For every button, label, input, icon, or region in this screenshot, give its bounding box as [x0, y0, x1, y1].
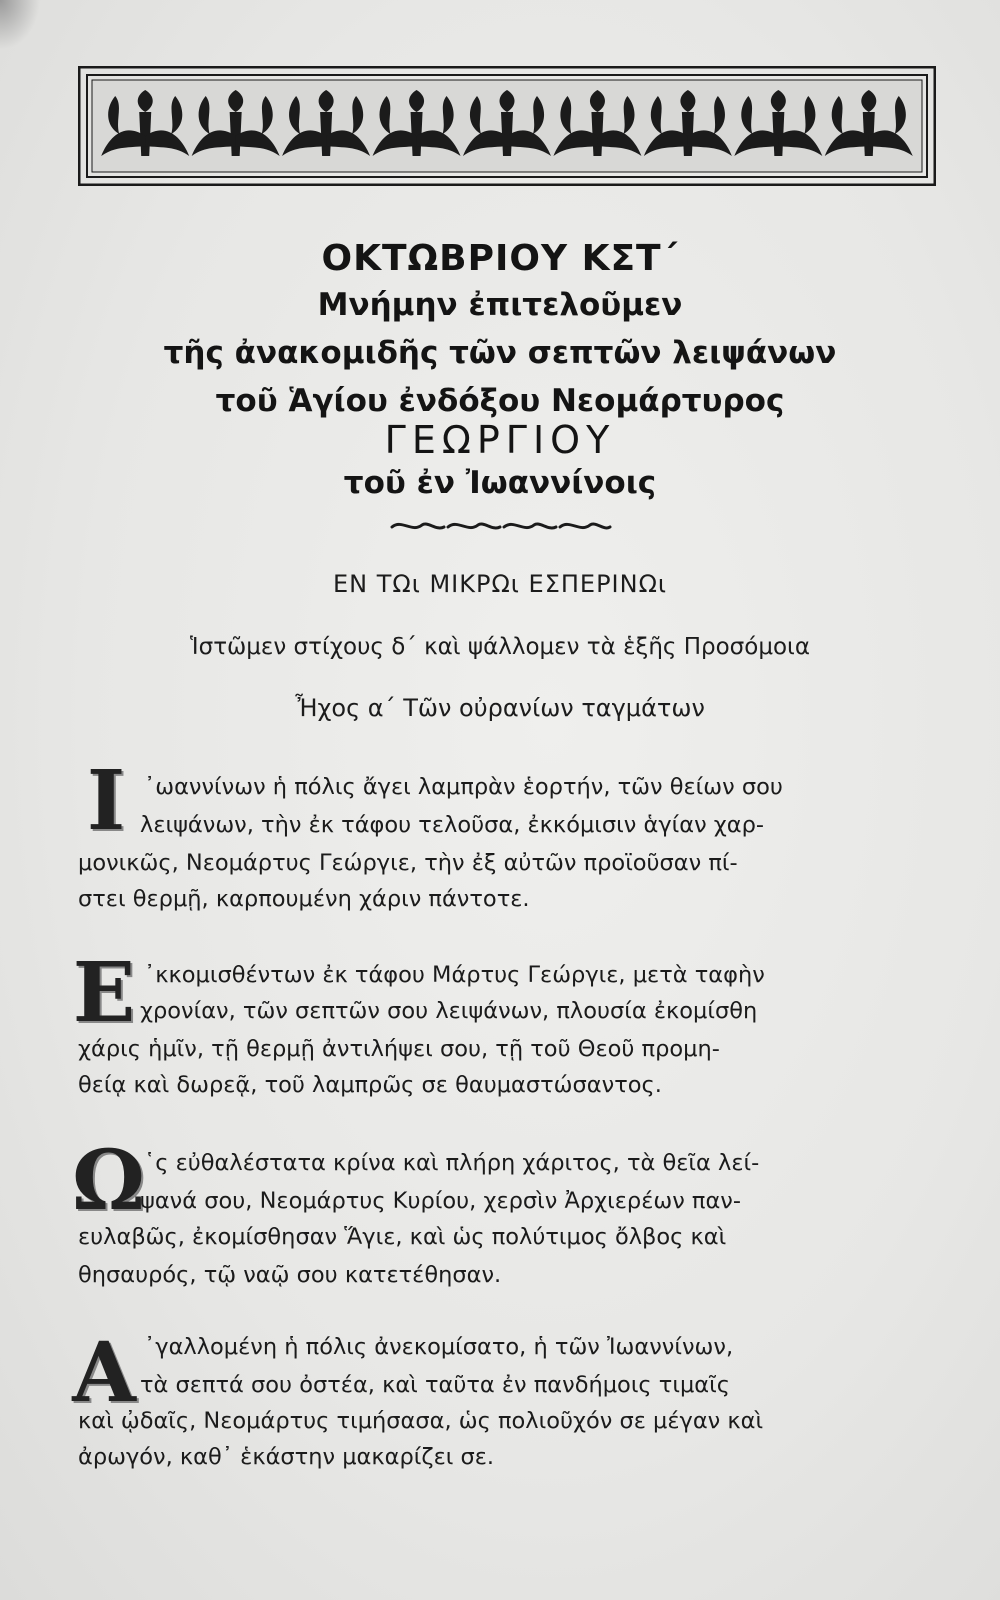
stanza-line: ψανά σου, Νεομάρτυς Κυρίου, χερσὶν Ἀρχιερέων παν-	[140, 1188, 741, 1214]
service-heading: ΕΝ ΤΩι ΜΙΚΡΩι ΕΣΠΕΡΙΝΩι	[332, 570, 668, 598]
floral-motif	[282, 90, 370, 156]
drop-cap: Α	[72, 1325, 136, 1421]
stanza-line: θησαυρός, τῷ ναῷ σου κατετέθησαν.	[78, 1262, 502, 1288]
stanza-line: ᾿κκομισθέντων ἐκ τάφου Μάρτυς Γεώργιε, μετὰ ταφὴν	[144, 962, 765, 988]
title-line-6: τοῦ ἐν Ἰωαννίνοις	[343, 465, 657, 501]
stanza-line: λειψάνων, τὴν ἐκ τάφου τελοῦσα, ἐκκόμισιν ἁγίαν χαρ-	[140, 812, 765, 838]
stanza-line: ἀρωγόν, καθ᾿ ἑκάστην μακαρίζει σε.	[78, 1444, 495, 1470]
floral-motif	[825, 90, 913, 156]
title-line-3: τῆς ἀνακομιδῆς τῶν σεπτῶν λειψάνων	[163, 335, 837, 371]
stanza-line: στει θερμῇ, καρπουμένη χάριν πάντοτε.	[78, 886, 530, 912]
stanza-line: θείᾳ καὶ δωρεᾷ, τοῦ λαμπρῶς σε θαυμαστώσαντος.	[78, 1072, 662, 1098]
stanza-line: μονικῶς, Νεομάρτυς Γεώργιε, τὴν ἐξ αὐτῶν προϊοῦσαν πί-	[78, 850, 738, 876]
title-date: ΟΚΤΩΒΡΙΟΥ ΚΣΤ΄	[321, 238, 679, 279]
stanza-line: ευλαβῶς, ἐκομίσθησαν Ἅγιε, καὶ ὡς πολύτιμος ὄλβος καὶ	[78, 1224, 727, 1250]
floral-motif	[734, 90, 822, 156]
page-corner-shadow	[0, 0, 40, 50]
floral-border-ornament	[78, 66, 936, 186]
stanza-line: ᾿ωαννίνων ἡ πόλις ἄγει λαμπρὰν ἑορτήν, τῶν θείων σου	[144, 774, 783, 800]
drop-cap: Ι	[86, 753, 126, 849]
floral-motif	[553, 90, 641, 156]
title-line-2: Μνήμην ἐπιτελοῦμεν	[317, 287, 683, 323]
stanza-line: χρονίαν, τῶν σεπτῶν σου λειψάνων, πλουσία ἐκομίσθη	[140, 998, 758, 1024]
title-saint-name: ΓΕΩΡΓΙΟΥ	[384, 418, 616, 462]
title-line-4: τοῦ Ἁγίου ἐνδόξου Νεομάρτυρος	[215, 383, 785, 419]
service-tone: Ἦχος α΄ Τῶν οὐρανίων ταγμάτων	[295, 694, 705, 722]
drop-cap: Ε	[72, 945, 136, 1041]
drop-cap: Ω	[72, 1133, 145, 1229]
floral-motif	[192, 90, 280, 156]
floral-motif	[373, 90, 461, 156]
stanza-line: καὶ ᾠδαῖς, Νεομάρτυς τιμήσασα, ὡς πολιοῦχόν σε μέγαν καὶ	[78, 1408, 764, 1434]
floral-motif	[463, 90, 551, 156]
floral-motif	[101, 90, 189, 156]
stanza-line: ᾿γαλλομένη ἡ πόλις ἀνεκομίσατο, ἡ τῶν Ἰωαννίνων,	[144, 1334, 734, 1360]
stanza-line: χάρις ἡμῖν, τῇ θερμῇ ἀντιλήψει σου, τῇ τοῦ Θεοῦ προμη-	[78, 1036, 720, 1062]
floral-motif	[644, 90, 732, 156]
stanza-line: τὰ σεπτά σου ὀστέα, καὶ ταῦτα ἐν πανδήμοις τιμαῖς	[140, 1372, 730, 1398]
service-rubric: Ἱστῶμεν στίχους δ΄ καὶ ψάλλομεν τὰ ἑξῆς Προσόμοια	[190, 634, 810, 660]
stanza-line: ῾ς εὐθαλέστατα κρίνα καὶ πλήρη χάριτος, τὰ θεῖα λεί-	[144, 1150, 760, 1176]
scroll-flourish-ornament	[388, 517, 614, 535]
